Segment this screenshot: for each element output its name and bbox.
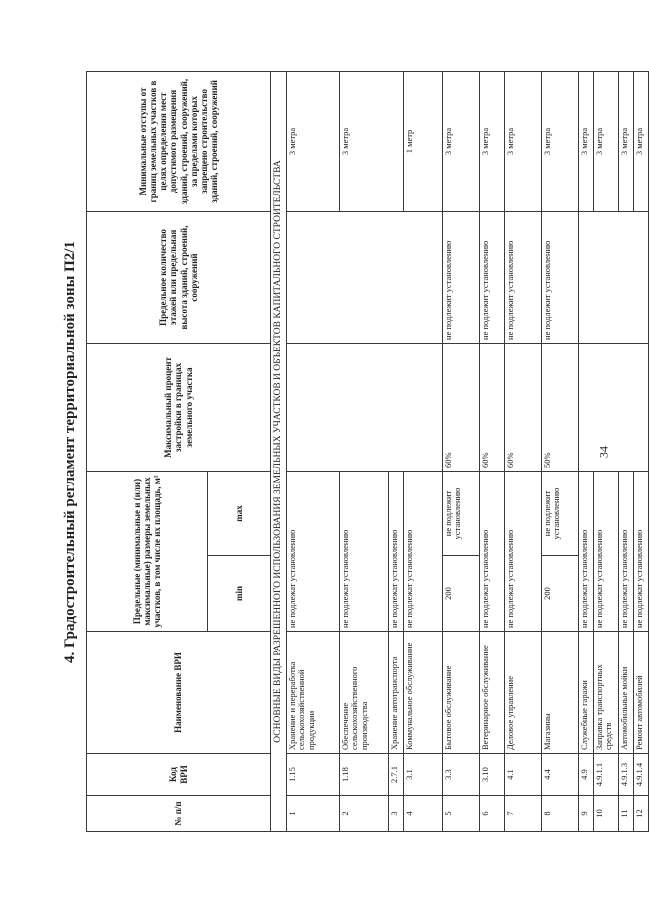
row-setback: 3 метра xyxy=(578,71,593,211)
row-setback: 3 метра xyxy=(593,71,618,211)
row-percent: 60% xyxy=(442,343,479,471)
row-name: Хранение и переработка сельскохозяйственной продукции xyxy=(286,632,339,754)
row-percent-empty xyxy=(286,343,442,471)
row-code: 4.9.1.4 xyxy=(633,754,648,796)
row-name: Коммунальное обслуживание xyxy=(403,632,442,754)
row-num: 4 xyxy=(403,796,442,832)
row-size: не подлежат установлению xyxy=(578,471,593,631)
header-code: Код ВРИ xyxy=(87,754,271,796)
row-setback: 3 метра xyxy=(339,71,403,211)
row-floors-empty xyxy=(286,211,442,343)
row-size: не подлежат установлению xyxy=(633,471,648,631)
row-num: 8 xyxy=(541,796,578,832)
row-code: 3.1 xyxy=(403,754,442,796)
row-size: не подлежат установлению xyxy=(339,471,388,631)
row-size: не подлежат установлению xyxy=(593,471,618,631)
row-code: 3.10 xyxy=(479,754,504,796)
regulation-table xyxy=(86,71,649,832)
row-num: 12 xyxy=(633,796,648,832)
row-name: Ветеринарное обслуживание xyxy=(479,632,504,754)
row-name: Бытовое обслуживание xyxy=(442,632,479,754)
header-percent: Максимальный процент застройки в границах земельного участка xyxy=(87,343,271,471)
row-num: 9 xyxy=(578,796,593,832)
header-floors: Предельное количество этажей или предельная высота зданий, строений, сооружений xyxy=(87,211,271,343)
row-percent-empty xyxy=(578,343,648,471)
row-setback: 1 метр xyxy=(403,71,442,211)
row-floors: не подлежит установлению xyxy=(442,211,479,343)
row-code: 4.9.1.3 xyxy=(618,754,633,796)
row-setback: 3 метра xyxy=(442,71,479,211)
row-size-max: не подлежит установлению xyxy=(442,471,479,555)
row-floors: не подлежит установлению xyxy=(479,211,504,343)
row-num: 7 xyxy=(504,796,541,832)
row-setback: 3 метра xyxy=(479,71,504,211)
section-title: ОСНОВНЫЕ ВИДЫ РАЗРЕШЕННОГО ИСПОЛЬЗОВАНИЯ ЗЕМЕЛЬНЫХ УЧАСТКОВ И ОБЪЕКТОВ КАПИТАЛЬНОГО СТРОИТЕЛЬСТВА xyxy=(271,71,287,831)
row-setback: 3 метра xyxy=(504,71,541,211)
table-row xyxy=(286,71,339,831)
row-num: 2 xyxy=(339,796,388,832)
row-code: 4.9 xyxy=(578,754,593,796)
row-num: 1 xyxy=(286,796,339,832)
table-row xyxy=(578,71,593,831)
row-setback: 3 метра xyxy=(618,71,633,211)
row-code: 4.9.1.1 xyxy=(593,754,618,796)
row-code: 2.7.1 xyxy=(388,754,403,796)
row-floors: не подлежит установлению xyxy=(541,211,578,343)
row-percent: 60% xyxy=(479,343,504,471)
page-number: 34 xyxy=(596,446,611,458)
row-num: 11 xyxy=(618,796,633,832)
header-name: Наименование ВРИ xyxy=(87,632,271,754)
row-num: 6 xyxy=(479,796,504,832)
table-row xyxy=(541,71,578,831)
row-name: Автомобильные мойки xyxy=(618,632,633,754)
row-code: 4.4 xyxy=(541,754,578,796)
row-code: 3.3 xyxy=(442,754,479,796)
row-size: не подлежат установлению xyxy=(286,471,339,631)
table-row xyxy=(479,71,504,831)
row-num: 5 xyxy=(442,796,479,832)
row-code: 4.1 xyxy=(504,754,541,796)
header-size: Предельные (минимальные и (или) максимальные) размеры земельных участков, в том числе их площадь, м² xyxy=(87,471,208,631)
row-percent: 60% xyxy=(504,343,541,471)
row-size-max: не подлежит установлению xyxy=(541,471,578,555)
row-size: не подлежат установлению xyxy=(403,471,442,631)
row-setback: 3 метра xyxy=(633,71,648,211)
row-name: Деловое управление xyxy=(504,632,541,754)
row-num: 10 xyxy=(593,796,618,832)
header-size-max: max xyxy=(208,471,271,555)
table-row xyxy=(504,71,541,831)
row-size: не подлежат установлению xyxy=(388,471,403,631)
row-setback: 3 метра xyxy=(286,71,339,211)
row-name: Обеспечение сельскохозяйственного производства xyxy=(339,632,388,754)
header-num: № п/п xyxy=(87,796,271,832)
table-row xyxy=(442,71,479,831)
header-setback: Минимальные отступы от границ земельных участков в целях определения мест допустимого размещения зданий, строений, сооружений, за пределами которых запрещено строительство зданий, строений, сооружений xyxy=(87,71,271,211)
row-name: Хранение автотранспорта xyxy=(388,632,403,754)
row-size: не подлежат установлению xyxy=(618,471,633,631)
row-size: не подлежат установлению xyxy=(504,471,541,631)
row-floors-empty xyxy=(578,211,648,343)
document-heading: 4. Градостроительный регламент территориальной зоны П2/1 xyxy=(62,241,78,663)
row-floors: не подлежит установлению xyxy=(504,211,541,343)
row-percent: 50% xyxy=(541,343,578,471)
row-code: 1.15 xyxy=(286,754,339,796)
row-num: 3 xyxy=(388,796,403,832)
row-name: Ремонт автомобилей xyxy=(633,632,648,754)
row-name: Служебные гаражи xyxy=(578,632,593,754)
row-name: Заправка транспортных средств xyxy=(593,632,618,754)
row-setback: 3 метра xyxy=(541,71,578,211)
row-name: Магазины xyxy=(541,632,578,754)
row-size-min: 200 xyxy=(442,556,479,632)
row-size-min: 200 xyxy=(541,556,578,632)
row-code: 1.18 xyxy=(339,754,388,796)
header-size-min: min xyxy=(208,556,271,632)
row-size: не подлежат установлению xyxy=(479,471,504,631)
